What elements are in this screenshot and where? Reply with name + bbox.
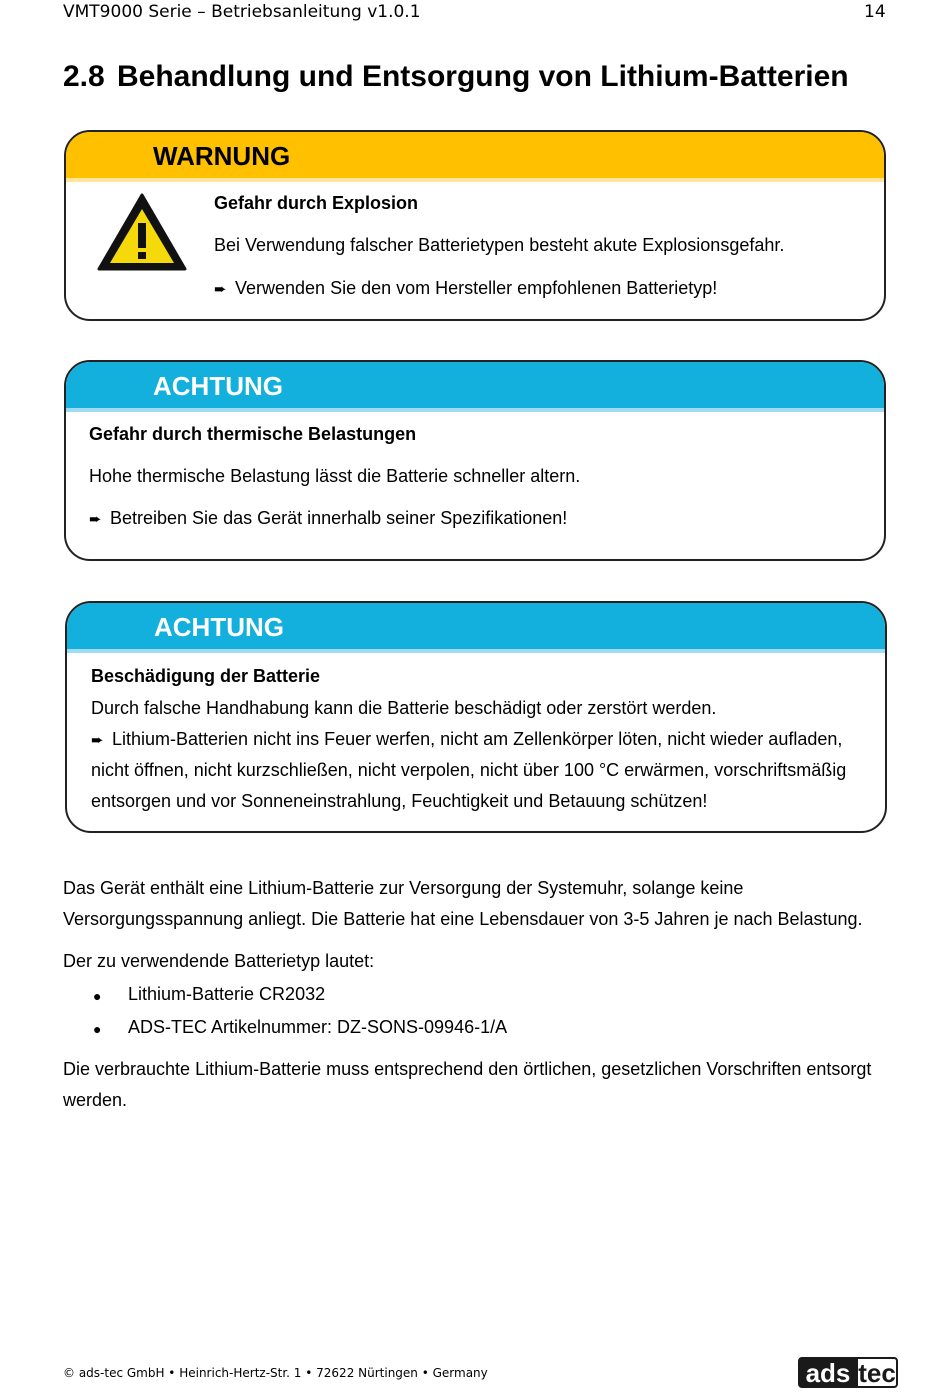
warning-heading: Gefahr durch Explosion [214,193,419,213]
footer-address: © ads-tec GmbH • Heinrich-Hertz-Str. 1 • 72622 Nürtingen • Germany [63,1366,488,1380]
arrow-right-icon: ➨ [89,511,102,528]
caution-label: ACHTUNG [153,371,283,401]
warning-text: Bei Verwendung falscher Batterietypen besteht akute Explosionsgefahr. [214,235,785,255]
warning-triangle-icon [96,192,188,272]
caution-text: Durch falsche Handhabung kann die Batterie beschädigt oder zerstört werden. [91,698,717,718]
body-paragraph: Der zu verwendende Batterietyp lautet: [63,951,375,971]
document-title: VMT9000 Serie – Betriebsanleitung v1.0.1 [63,2,421,22]
section-heading [63,60,849,94]
arrow-right-icon: ➨ [214,281,227,298]
section-title: Behandlung und Entsorgung von Lithium-Batterien [117,60,849,93]
section-number: 2.8 [63,60,105,93]
body-paragraph-line: Das Gerät enthält eine Lithium-Batterie zur Versorgung der Systemuhr, solange keine [63,878,744,898]
body-paragraph-line: werden. [63,1090,128,1110]
list-item: ADS-TEC Artikelnummer: DZ-SONS-09946-1/A [128,1017,508,1037]
caution-instruction-line [91,729,842,750]
caution-text: Hohe thermische Belastung lässt die Batterie schneller altern. [89,466,581,486]
body-paragraph-line: Versorgungsspannung anliegt. Die Batterie hat eine Lebensdauer von 3-5 Jahren je nach Belastung. [63,909,863,929]
body-paragraph-line: Die verbrauchte Lithium-Batterie muss entsprechend den örtlichen, gesetzlichen Vorschriften entsorgt [63,1059,872,1079]
caution-instruction-text: Lithium-Batterien nicht ins Feuer werfen, nicht am Zellenkörper löten, nicht wieder aufladen, [112,729,843,749]
caution-heading: Gefahr durch thermische Belastungen [89,424,417,444]
caution-box-thermal [64,360,886,561]
list-item: Lithium-Batterie CR2032 [128,984,326,1004]
logo-ads: ads [798,1357,858,1388]
bullet-icon: ● [93,988,102,1004]
caution-heading: Beschädigung der Batterie [91,666,321,686]
caution-instruction [89,508,567,529]
logo-tec: tec [856,1357,898,1388]
caution-instruction-text: Betreiben Sie das Gerät innerhalb seiner Spezifikationen! [110,508,568,528]
caution-box-header [67,603,885,653]
ads-tec-logo [798,1357,898,1388]
caution-box-header [66,362,884,412]
page-number: 14 [864,2,886,22]
caution-box-damage [65,601,887,833]
warning-box [64,130,886,321]
arrow-right-icon: ➨ [91,732,104,749]
bullet-icon: ● [93,1021,102,1037]
warning-box-header [66,132,884,182]
warning-instruction [214,278,717,299]
warning-label: WARNUNG [153,141,291,171]
warning-instruction-text: Verwenden Sie den vom Hersteller empfohlenen Batterietyp! [235,278,718,298]
caution-instruction-line: entsorgen und vor Sonneneinstrahlung, Feuchtigkeit und Betauung schützen! [91,791,708,811]
caution-label: ACHTUNG [154,612,284,642]
caution-instruction-line: nicht öffnen, nicht kurzschließen, nicht verpolen, nicht über 100 °C erwärmen, vorschriftsmäßig [91,760,847,780]
